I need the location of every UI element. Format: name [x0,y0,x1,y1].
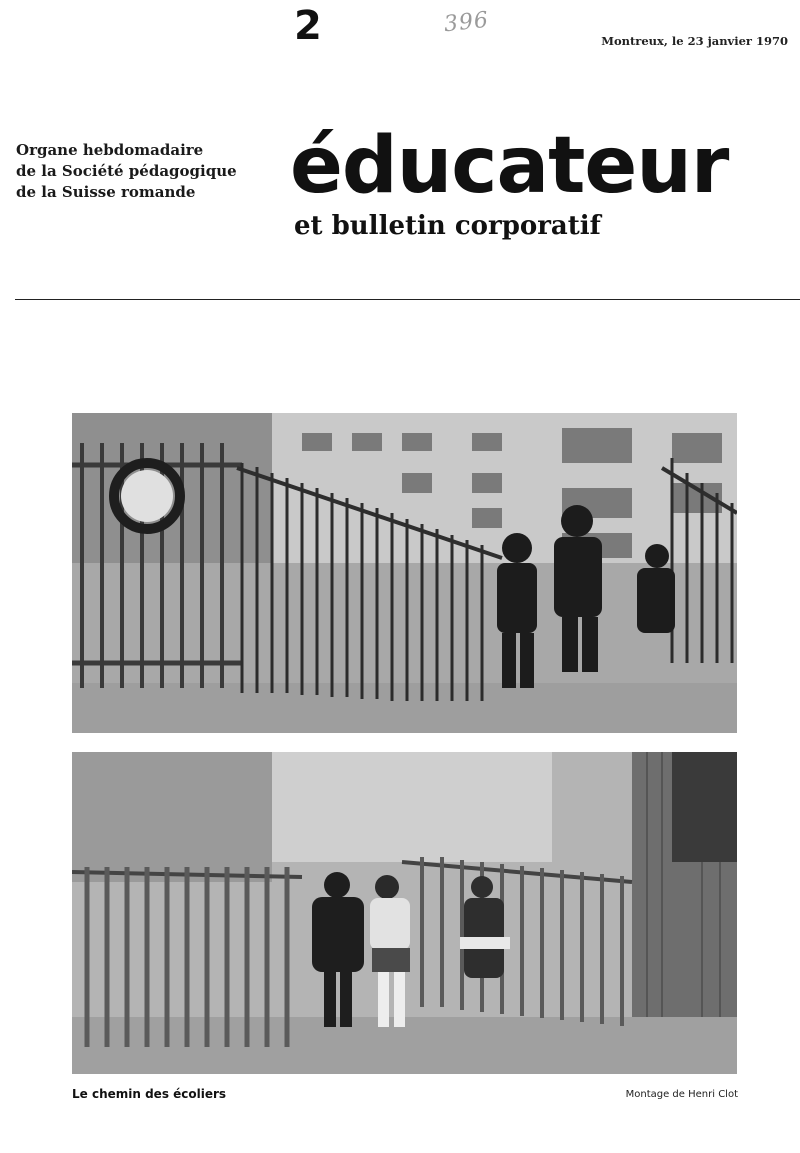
publisher-line: Organe hebdomadaire [16,141,204,159]
photo-children-by-fence-image [72,413,737,733]
publisher-line: de la Suisse romande [16,183,196,201]
photo-credit: Montage de Henri Clot [625,1089,738,1100]
issue-number: 2 [294,3,322,49]
masthead-subtitle: et bulletin corporatif [294,211,601,241]
photo-children-on-path [72,752,737,1074]
publisher-description [16,140,276,203]
publisher-line: de la Société pédagogique [16,162,237,180]
masthead-title: éducateur [290,121,729,211]
photo-children-on-path-image [72,752,737,1074]
photo-children-by-fence [72,413,737,733]
dateline: Montreux, le 23 janvier 1970 [601,34,788,48]
photo-caption: Le chemin des écoliers [72,1087,227,1101]
handwritten-annotation: 396 [442,7,491,38]
header-divider [15,299,800,300]
